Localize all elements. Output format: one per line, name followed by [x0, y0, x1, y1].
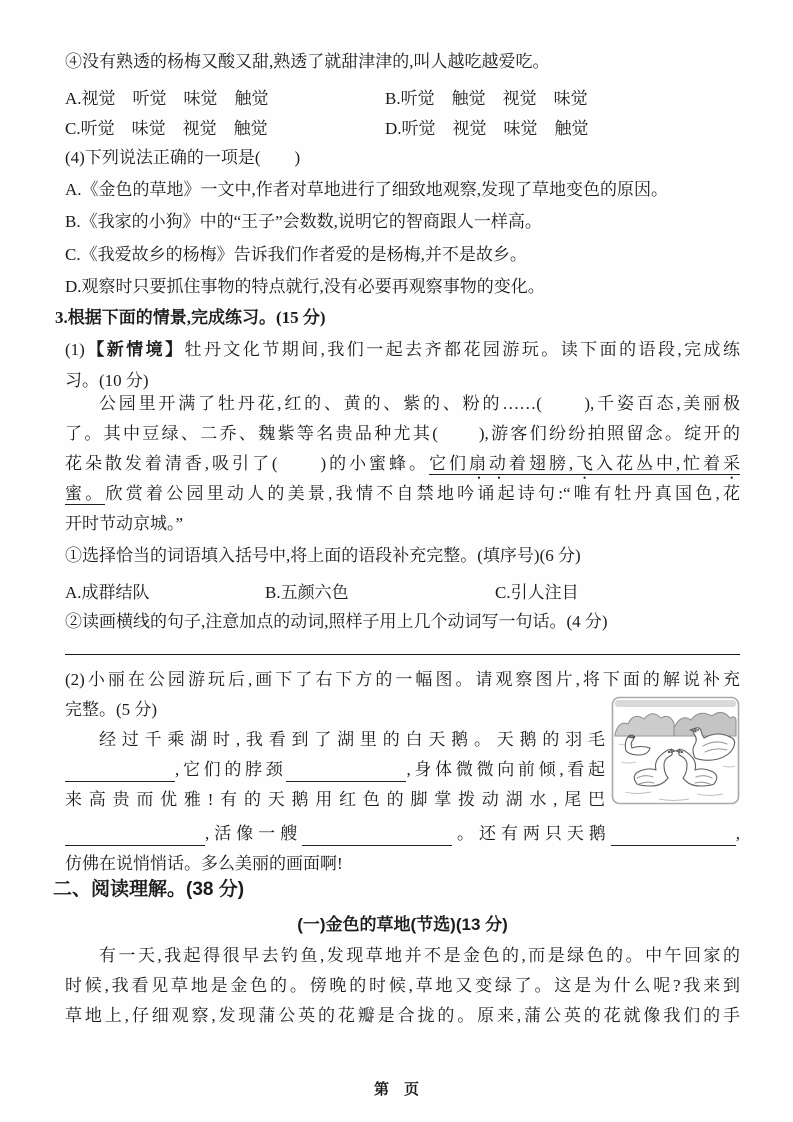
section2-heading: 二、阅读理解。(38 分): [53, 879, 245, 900]
senses-options-row-2: [65, 114, 740, 138]
sky-band: [615, 700, 736, 707]
narration-text: ,活像一艘: [205, 824, 303, 843]
peony-passage-line2: 了。其中豆绿、二乔、魏紫等名贵品种尤其( ),游客们纷纷拍照留念。绽开的: [65, 424, 740, 443]
peony-passage-line5: 开时节动京城。”: [65, 514, 184, 533]
option-b: B.听觉 触觉 视觉 味觉: [385, 89, 588, 108]
q3-1-sub2: ②读画横线的句子,注意加点的动词,照样子用上几个动词写一句话。(4 分): [65, 612, 608, 631]
word-option-b: B.五颜六色: [265, 583, 349, 602]
word-option-c: C.引人注目: [495, 583, 579, 602]
q4-option-a: A.《金色的草地》一文中,作者对草地进行了细致地观察,发现了草地变色的原因。: [65, 180, 669, 199]
underlined-text: 着翅膀,: [508, 454, 574, 473]
fill-blank: [286, 763, 406, 782]
passage-text: 欣赏着公园里动人的美景,我情不自禁地吟诵起诗句:“唯有牡丹真国色,花: [105, 484, 740, 503]
q3-2-stem-line1: (2)小丽在公园游玩后,画下了右下方的一幅图。请观察图片,将下面的解说补充: [65, 670, 740, 689]
underlined-text: 入花丛中,忙着: [596, 454, 724, 473]
q4-stem: (4)下列说法正确的一项是( ): [65, 148, 301, 167]
narration-text: 。还有两只天鹅: [452, 824, 611, 843]
q4-option-d: D.观察时只要抓住事物的特点就行,没有必要再观察事物的变化。: [65, 277, 545, 296]
q3-1-number: (1): [65, 340, 85, 359]
narration-line1: 经过千乘湖时,我看到了湖里的白天鹅。天鹅的羽毛: [99, 730, 605, 749]
dotted-verb: 扇: [468, 454, 489, 473]
option-c: C.听觉 味觉 视觉 触觉: [65, 119, 268, 138]
swan-illustration: [611, 696, 740, 805]
q3-1-stem-text: 牡丹文化节期间,我们一起去齐都花园游玩。读下面的语段,完成练: [184, 340, 740, 359]
word-option-a: A.成群结队: [65, 583, 150, 602]
fill-blank: [611, 827, 736, 846]
fill-blank: [65, 827, 205, 846]
fill-blank: [65, 763, 175, 782]
underlined-text: 它们: [428, 454, 469, 473]
peony-passage-line4: [65, 482, 740, 506]
narration-line2: [65, 758, 605, 782]
option-a: A.视觉 听觉 味觉 触觉: [65, 89, 269, 108]
answer-line: [65, 654, 740, 655]
q4-option-c: C.《我爱故乡的杨梅》告诉我们作者爱的是杨梅,并不是故乡。: [65, 245, 527, 264]
fill-blank: [302, 827, 452, 846]
word-options-row: [65, 578, 740, 602]
new-context-tag: 【新情境】: [84, 340, 185, 359]
grass-passage-line1: 有一天,我起得很早去钓鱼,发现草地并不是金色的,而是绿色的。中午回家的: [99, 946, 740, 965]
narration-text: ,: [735, 824, 741, 843]
underlined-sentence: [429, 454, 740, 475]
underlined-sentence-end: 蜜。: [65, 484, 106, 503]
option-d: D.听觉 视觉 味觉 触觉: [385, 119, 589, 138]
q3-1-stem-line2: 习。(10 分): [65, 371, 149, 390]
page-footer: 第 页: [373, 1081, 419, 1098]
reading1-title: (一)金色的草地(节选)(13 分): [297, 915, 508, 934]
grass-passage-line3: 草地上,仔细观察,发现蒲公英的花瓣是合拢的。原来,蒲公英的花就像我们的手: [65, 1006, 740, 1025]
item4-sentence: ④没有熟透的杨梅又酸又甜,熟透了就甜津津的,叫人越吃越爱吃。: [65, 52, 550, 71]
grass-passage-line2: 时候,我看见草地是金色的。傍晚的时候,草地又变绿了。这是为什么呢?我来到: [65, 976, 740, 995]
q3-1-stem-line1: [65, 338, 740, 362]
dotted-verb: 飞: [573, 454, 597, 473]
peony-passage-line1: 公园里开满了牡丹花,红的、黄的、紫的、粉的……( ),千姿百态,美丽极: [99, 394, 740, 413]
narration-line4: [65, 822, 740, 846]
peony-passage-line3: [65, 452, 740, 483]
narration-line5: 仿佛在说悄悄话。多么美丽的画面啊!: [65, 854, 343, 873]
dotted-verb: 采: [723, 454, 741, 473]
narration-line3: 来高贵而优雅!有的天鹅用红色的脚掌拨动湖水,尾巴: [65, 790, 605, 809]
q3-2-stem-line2: 完整。(5 分): [65, 700, 158, 719]
narration-text: ,身体微微向前倾,看起: [406, 760, 605, 779]
senses-options-row-1: [65, 84, 740, 108]
q3-1-sub1: ①选择恰当的词语填入括号中,将上面的语段补充完整。(填序号)(6 分): [65, 546, 581, 565]
passage-text: 花朵散发着清香,吸引了( )的小蜜蜂。: [65, 454, 429, 473]
q4-option-b: B.《我家的小狗》中的“王子”会数数,说明它的智商跟人一样高。: [65, 212, 542, 231]
q3-heading: 3.根据下面的情景,完成练习。(15 分): [55, 308, 326, 327]
narration-text: ,它们的脖颈: [175, 760, 287, 779]
dotted-verb: 动: [488, 454, 509, 473]
